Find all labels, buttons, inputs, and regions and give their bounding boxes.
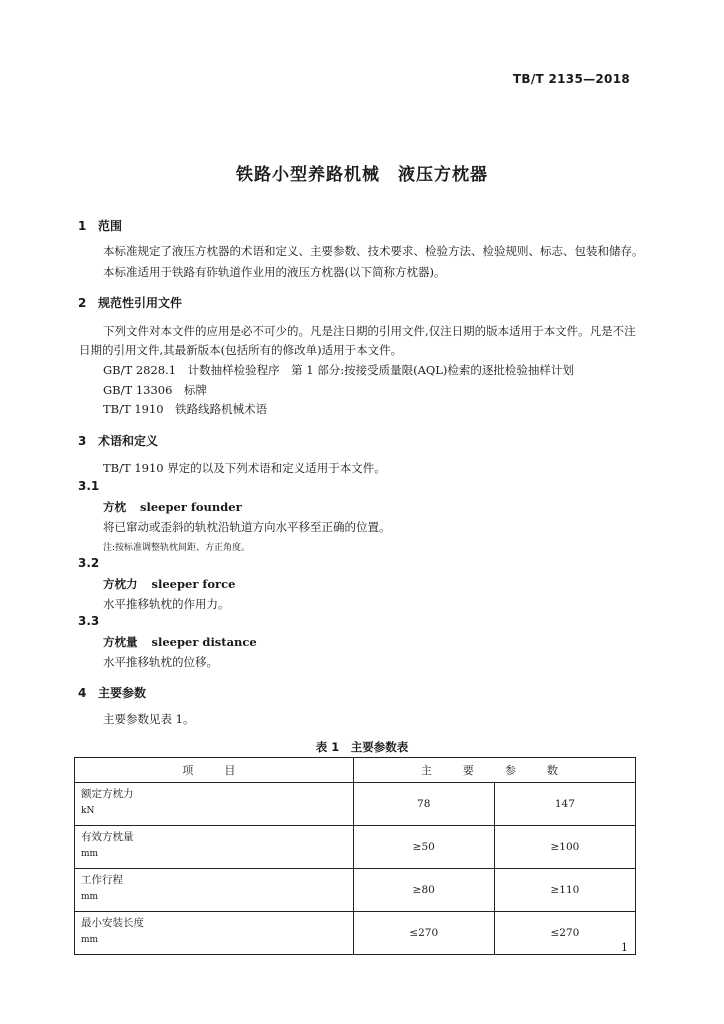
param-value-2: 147 [494,783,635,826]
term-number: 3.2 [78,556,100,570]
parameters-intro: 主要参数见表 1。 [103,712,195,726]
section-4-heading [78,684,146,701]
param-name-cell [75,826,354,869]
reference-title: 铁路线路机械术语 [175,402,268,416]
header-item: 项 目 [75,758,354,783]
term-heading [103,634,257,650]
table-row [75,912,636,955]
reference-code: GB/T 2828.1 [103,363,177,377]
section-number: 3 [78,434,87,448]
param-name-cell [75,783,354,826]
param-value-2: ≥100 [494,826,635,869]
section-3-heading [78,432,158,449]
param-name: 工作行程 [81,874,123,886]
param-name-cell [75,912,354,955]
section-title: 范围 [98,219,123,233]
section-title: 规范性引用文件 [98,296,183,310]
header-params: 主 要 参 数 [353,758,635,783]
reference-title: 标牌 [183,383,207,397]
param-value-1: 78 [353,783,494,826]
section-2-heading [78,294,182,311]
term-en: sleeper founder [140,500,242,514]
section-number: 2 [78,296,87,310]
terms-intro: TB/T 1910 界定的以及下列术语和定义适用于本文件。 [103,461,386,475]
param-unit: mm [81,892,99,902]
term-cn: 方枕 [103,500,126,514]
parameters-table [74,757,636,955]
term-heading [103,576,235,592]
term-cn: 方枕力 [103,577,138,591]
reference-item [103,381,207,399]
param-value-2: ≥110 [494,869,635,912]
param-value-2: ≤270 [494,912,635,955]
term-number: 3.1 [78,479,100,493]
term-cn: 方枕量 [103,635,138,649]
term-en: sleeper force [151,577,236,591]
param-name: 最小安装长度 [81,917,144,929]
scope-para-2: 本标准适用于铁路有砟轨道作业用的液压方枕器(以下简称方枕器)。 [103,265,446,279]
reference-code: TB/T 1910 [103,402,164,416]
table-title: 表 1 主要参数表 [315,740,409,754]
reference-title: 计数抽样检验程序 第 1 部分:按接受质量限(AQL)检索的逐批检验抽样计划 [187,363,574,377]
param-name: 有效方枕量 [81,831,134,843]
param-unit: mm [81,849,99,859]
term-heading [103,499,242,515]
table-header-row [75,758,636,783]
reference-code: GB/T 13306 [103,383,173,397]
term-definition: 将已窜动或歪斜的轨枕沿轨道方向水平移至正确的位置。 [103,520,391,534]
table-row [75,783,636,826]
table-row [75,869,636,912]
term-definition: 水平推移轨枕的作用力。 [103,597,230,611]
section-1-heading [78,217,122,234]
normative-references-intro: 下列文件对本文件的应用是必不可少的。凡是注日期的引用文件,仅注日期的版本适用于本文件。凡是不注日期的引用文件,其最新版本(包括所有的修改单)适用于本文件。 [79,324,636,357]
scope-para-1: 本标准规定了液压方枕器的术语和定义、主要参数、技术要求、检验方法、检验规则、标志、包装和储存。 [103,244,644,258]
param-name: 额定方枕力 [81,788,134,800]
section-title: 主要参数 [98,686,147,700]
section-number: 1 [78,219,87,233]
table-row [75,826,636,869]
param-value-1: ≥50 [353,826,494,869]
reference-item [103,400,267,418]
param-unit: kN [81,806,95,816]
param-name-cell [75,869,354,912]
reference-item [103,361,574,379]
term-definition: 水平推移轨枕的位移。 [103,655,218,669]
param-value-1: ≤270 [353,912,494,955]
section-number: 4 [78,686,87,700]
document-title: 铁路小型养路机械 液压方枕器 [236,165,488,185]
param-value-1: ≥80 [353,869,494,912]
term-en: sleeper distance [151,635,257,649]
page-number: 1 [621,941,628,954]
term-note: 注:按标准调整轨枕间距、方正角度。 [103,543,251,553]
standard-code-header: TB/T 2135—2018 [512,72,630,86]
term-number: 3.3 [78,614,100,628]
section-title: 术语和定义 [98,434,159,448]
param-unit: mm [81,935,99,945]
